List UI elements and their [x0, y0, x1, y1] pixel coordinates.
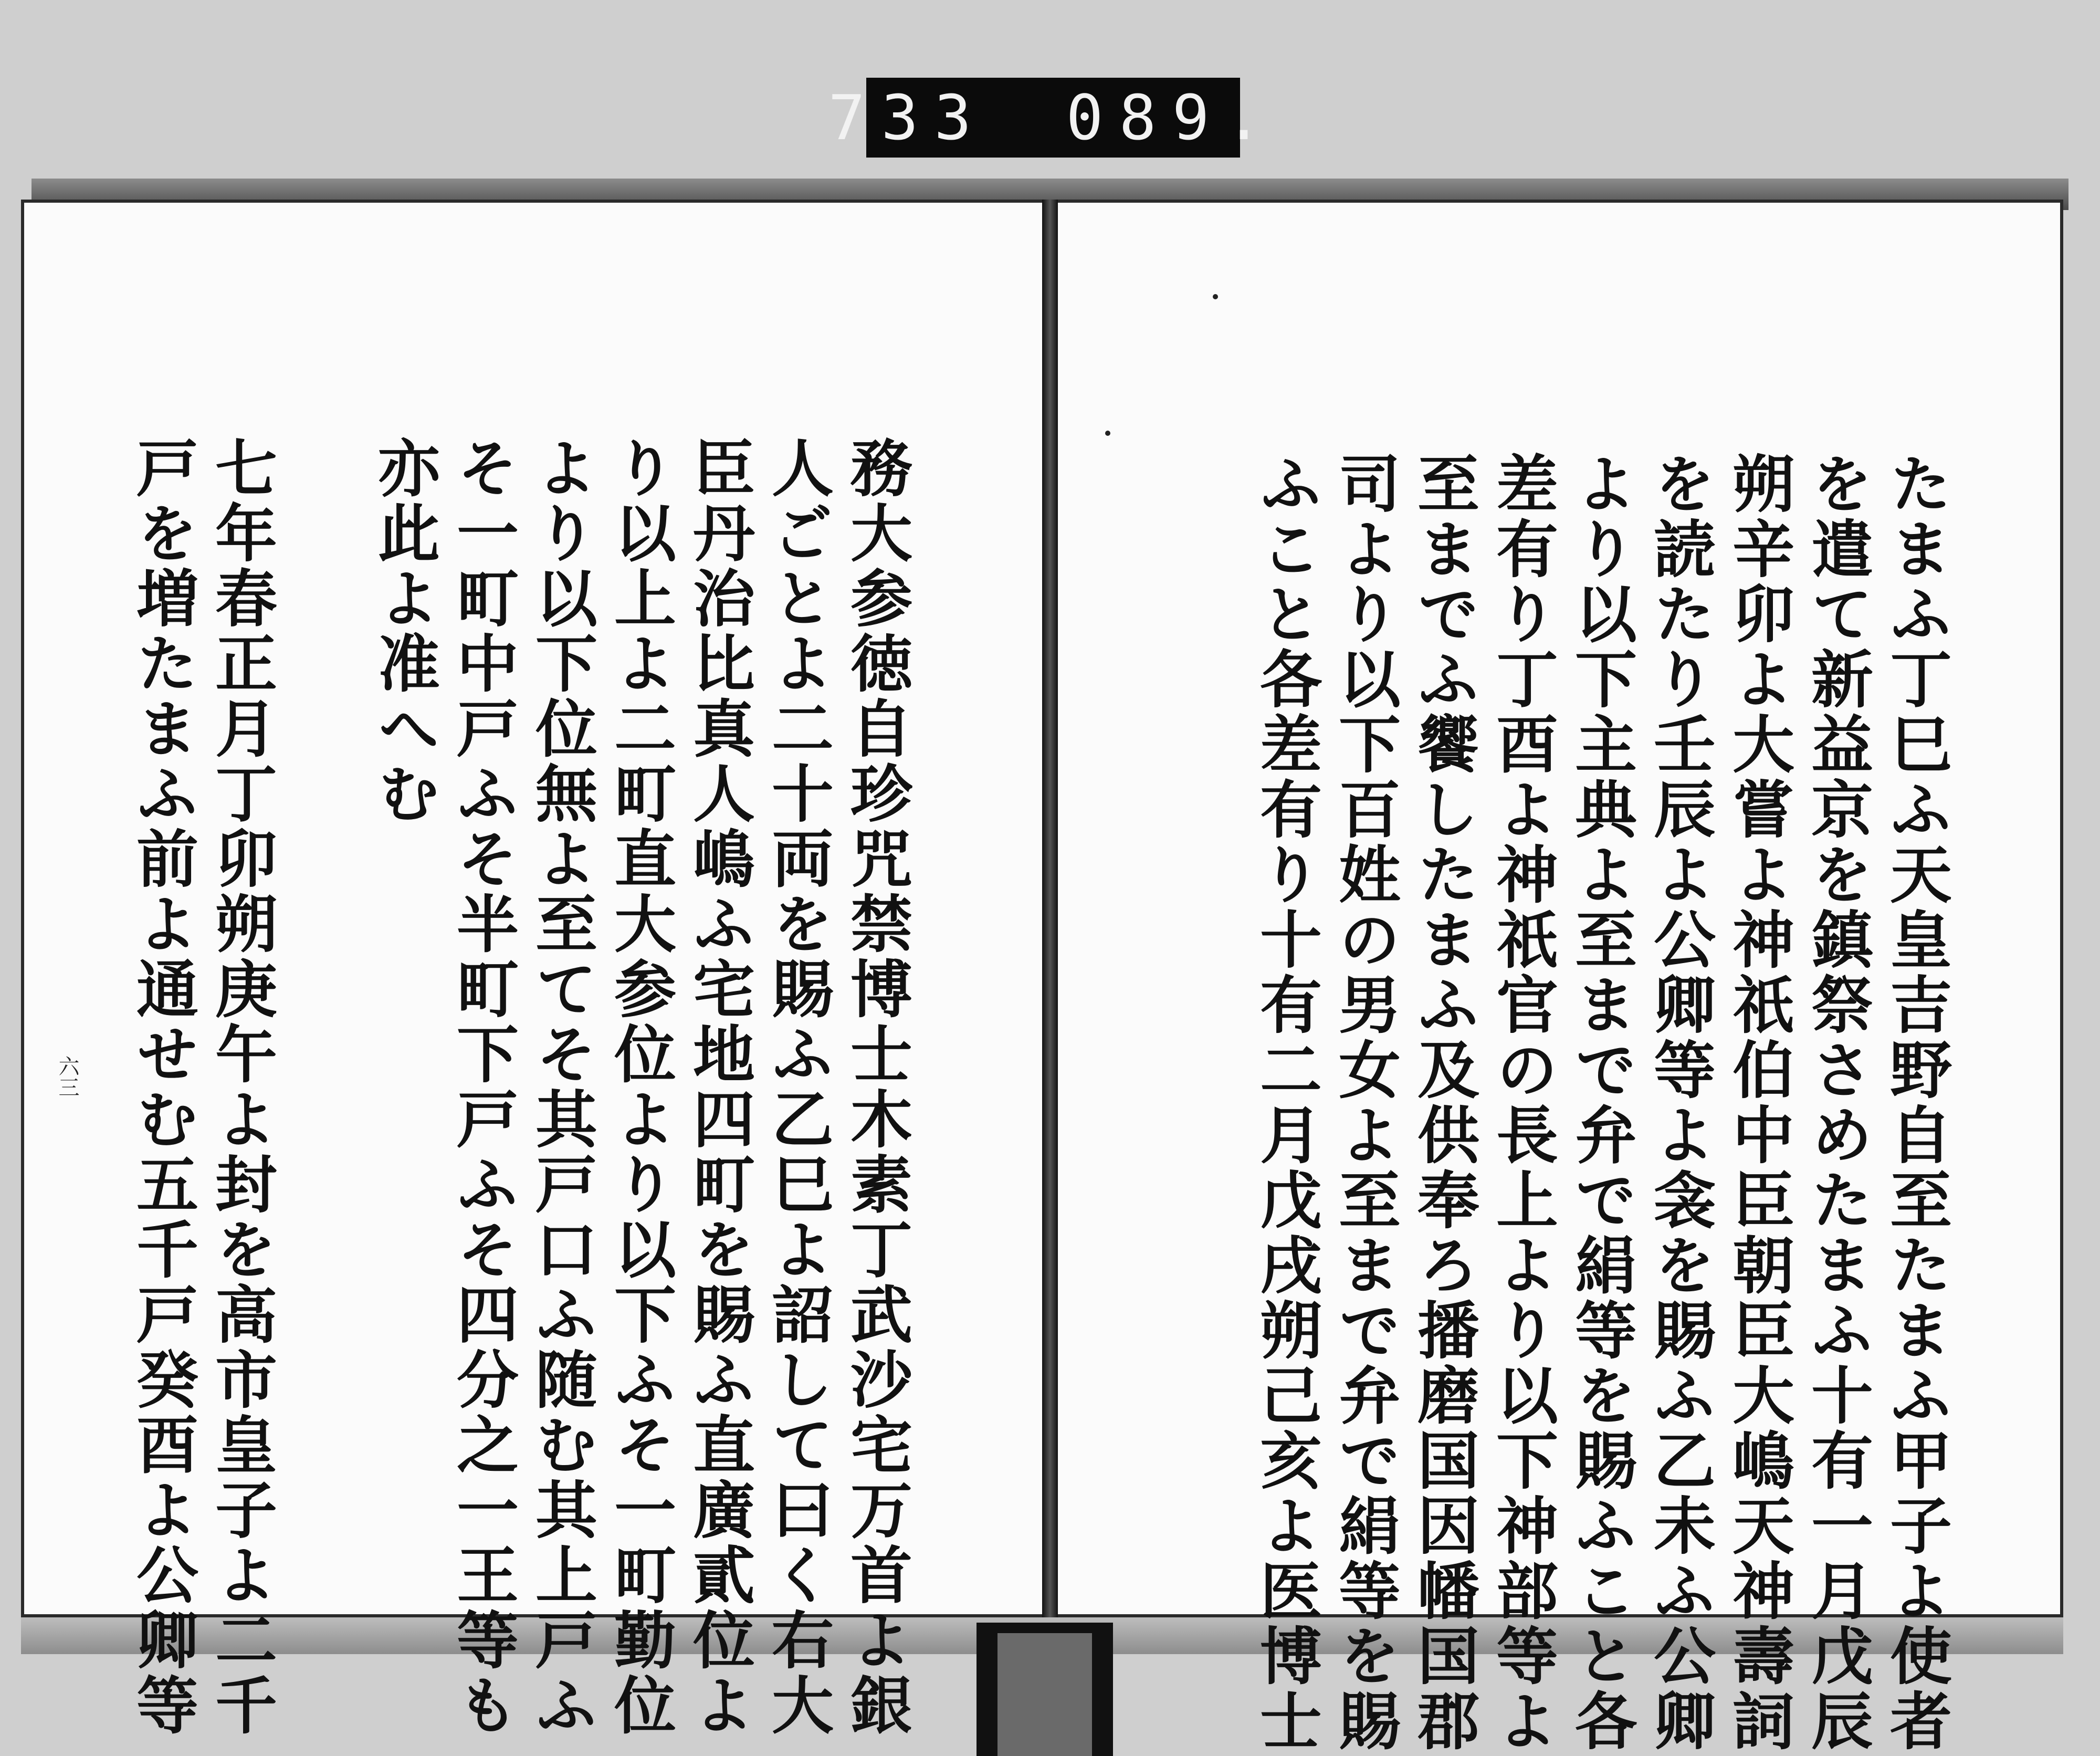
- counter-right: 089.: [1066, 81, 1278, 154]
- right-column-6: 差有り丁酉よ神祇官の長上より以下神部等よ: [1486, 452, 1559, 1754]
- left-column-8: 七年春正月丁卯朔庚午よ封を高市皇子よ二千: [205, 436, 278, 1738]
- right-column-2: を遣て新益京を鎮祭さめたまふ十有一月戊辰: [1801, 452, 1874, 1754]
- right-column-3: 朔辛卯よ大嘗よ神祇伯中臣朝臣大嶋天神壽詞: [1722, 452, 1795, 1754]
- page-number: 六三: [55, 1055, 79, 1098]
- book-spine: [1042, 200, 1058, 1617]
- left-column-5: より以下位無よ至てそ其戸口ふ随む其上戸ふ: [525, 436, 598, 1738]
- right-column-5: より以下主典よ至まで弁で絹等を賜ふこと各: [1564, 452, 1637, 1754]
- left-column-3: 臣丹治比真人嶋ふ宅地四町を賜ふ直廣貳位よ: [682, 436, 755, 1738]
- left-column-4: り以上よ二町直大参位より以下ふそ一町勤位: [604, 436, 677, 1738]
- right-column-8: 司より以下百姓の男女よ至まで弁で絹等を賜: [1328, 452, 1401, 1754]
- left-column-1: 務大参徳自珍咒禁博士木素丁武沙宅万首よ銀: [840, 436, 913, 1738]
- left-column-6: そ一町中戸ふそ半町下戸ふそ四分之一王等も: [446, 436, 519, 1738]
- right-column-7: 至までふ饗したまふ及供奉ろ播磨国因幡国郡: [1407, 452, 1480, 1754]
- left-column-7: 亦此よ准へむ: [368, 436, 440, 827]
- right-column-1: たまふ丁巳ふ天皇吉野自至たまふ甲子よ使者: [1880, 452, 1952, 1754]
- scan-speck: [1105, 431, 1110, 436]
- left-column-9: 戸を増たまふ前よ通せむ五千戸癸酉よ公卿等: [126, 436, 199, 1738]
- counter-left: 733: [828, 81, 988, 154]
- scan-speck: [1213, 294, 1218, 299]
- frame-counter: [828, 78, 1278, 158]
- right-column-9: ふこと各差有り十有二月戊戌朔己亥よ医博士: [1250, 452, 1322, 1754]
- binding-clip-inner: [998, 1633, 1092, 1756]
- right-column-4: を読たり壬辰よ公卿等よ衾を賜ふ乙未ふ公卿: [1643, 452, 1716, 1754]
- left-column-2: 人ごとよ二十両を賜ふ乙巳よ詔して曰く右大: [761, 436, 834, 1738]
